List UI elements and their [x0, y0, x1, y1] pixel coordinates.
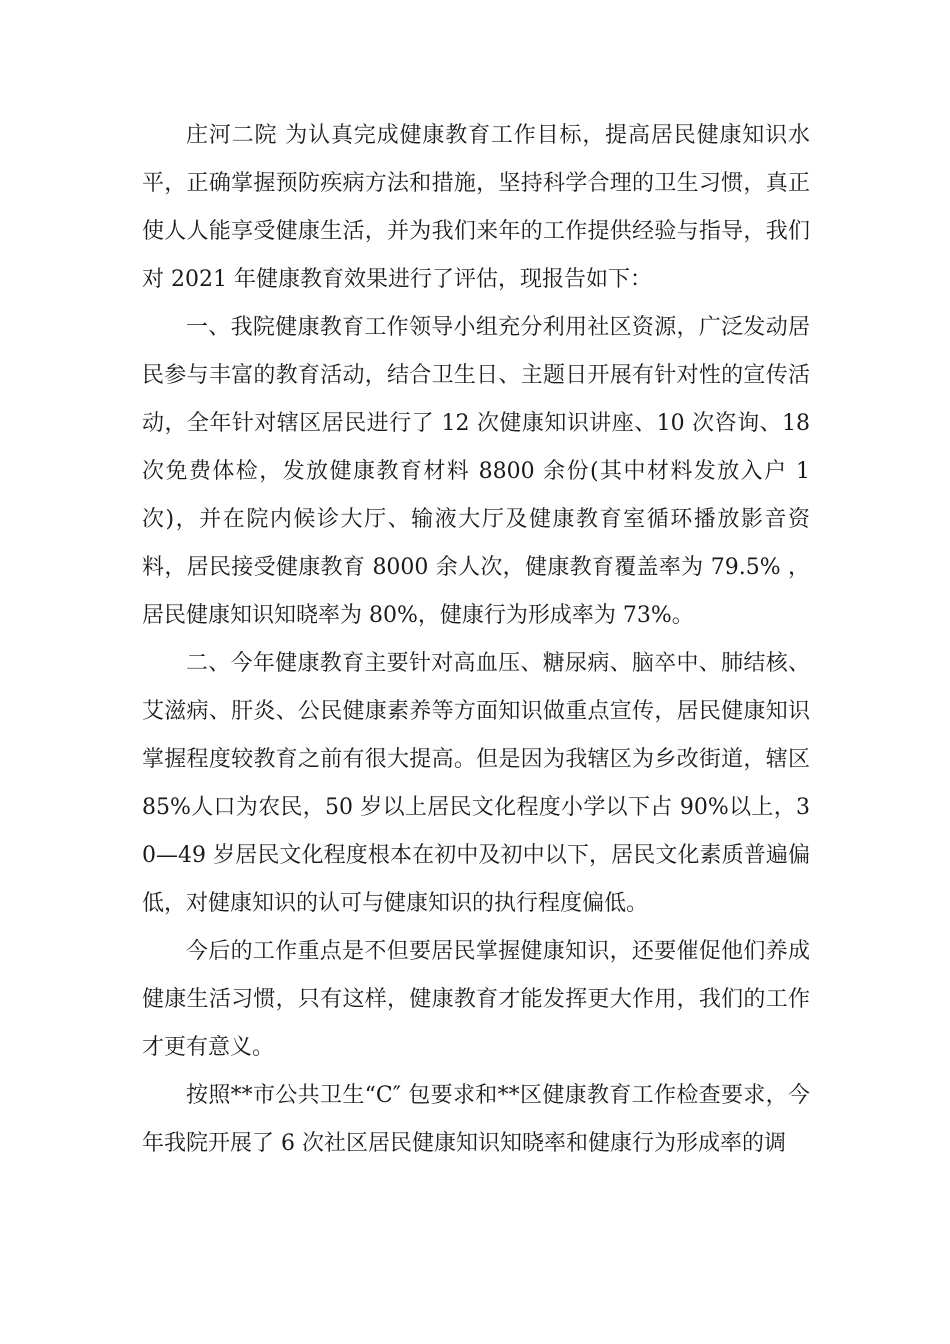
paragraph-future-focus: 今后的工作重点是不但要居民掌握健康知识，还要催促他们养成健康生活习惯，只有这样，健康教育才能发挥更大作用，我们的工作才更有意义。	[142, 939, 810, 1060]
document-body	[142, 112, 817, 1168]
paragraph-section-two: 二、今年健康教育主要针对高血压、糖尿病、脑卒中、肺结核、艾滋病、肝炎、公民健康素养等方面知识做重点宣传，居民健康知识掌握程度较教育之前有很大提高。但是因为我辖区为乡改街道，辖区 85%人口为农民，50 岁以上居民文化程度小学以下占 90%以上，30—49 岁居民文化程度根本在初中及初中以下，居民文化素质普遍偏低，对健康知识的认可与健康知识的执行程度偏低。	[142, 651, 817, 916]
paragraph-survey: 按照**市公共卫生“C″ 包要求和**区健康教育工作检查要求，今年我院开展了 6 次社区居民健康知识知晓率和健康行为形成率的调	[142, 1083, 810, 1156]
paragraph-intro: 庄河二院 为认真完成健康教育工作目标，提高居民健康知识水平，正确掌握预防疾病方法和措施，坚持科学合理的卫生习惯，真正使人人能享受健康生活，并为我们来年的工作提供经验与指导，我们对 2021 年健康教育效果进行了评估，现报告如下：	[142, 123, 810, 292]
paragraph-section-one: 一、我院健康教育工作领导小组充分利用社区资源，广泛发动居民参与丰富的教育活动，结合卫生日、主题日开展有针对性的宣传活动，全年针对辖区居民进行了 12 次健康知识讲座、10 次咨询、18 次免费体检，发放健康教育材料 8800 余份(其中材料发放入户 1 次)，并在院内候诊大厅、输液大厅及健康教育室循环播放影音资料，居民接受健康教育 8000 余人次，健康教育覆盖率为 79.5% ，居民健康知识知晓率为 80%，健康行为形成率为 73%。	[142, 315, 817, 628]
